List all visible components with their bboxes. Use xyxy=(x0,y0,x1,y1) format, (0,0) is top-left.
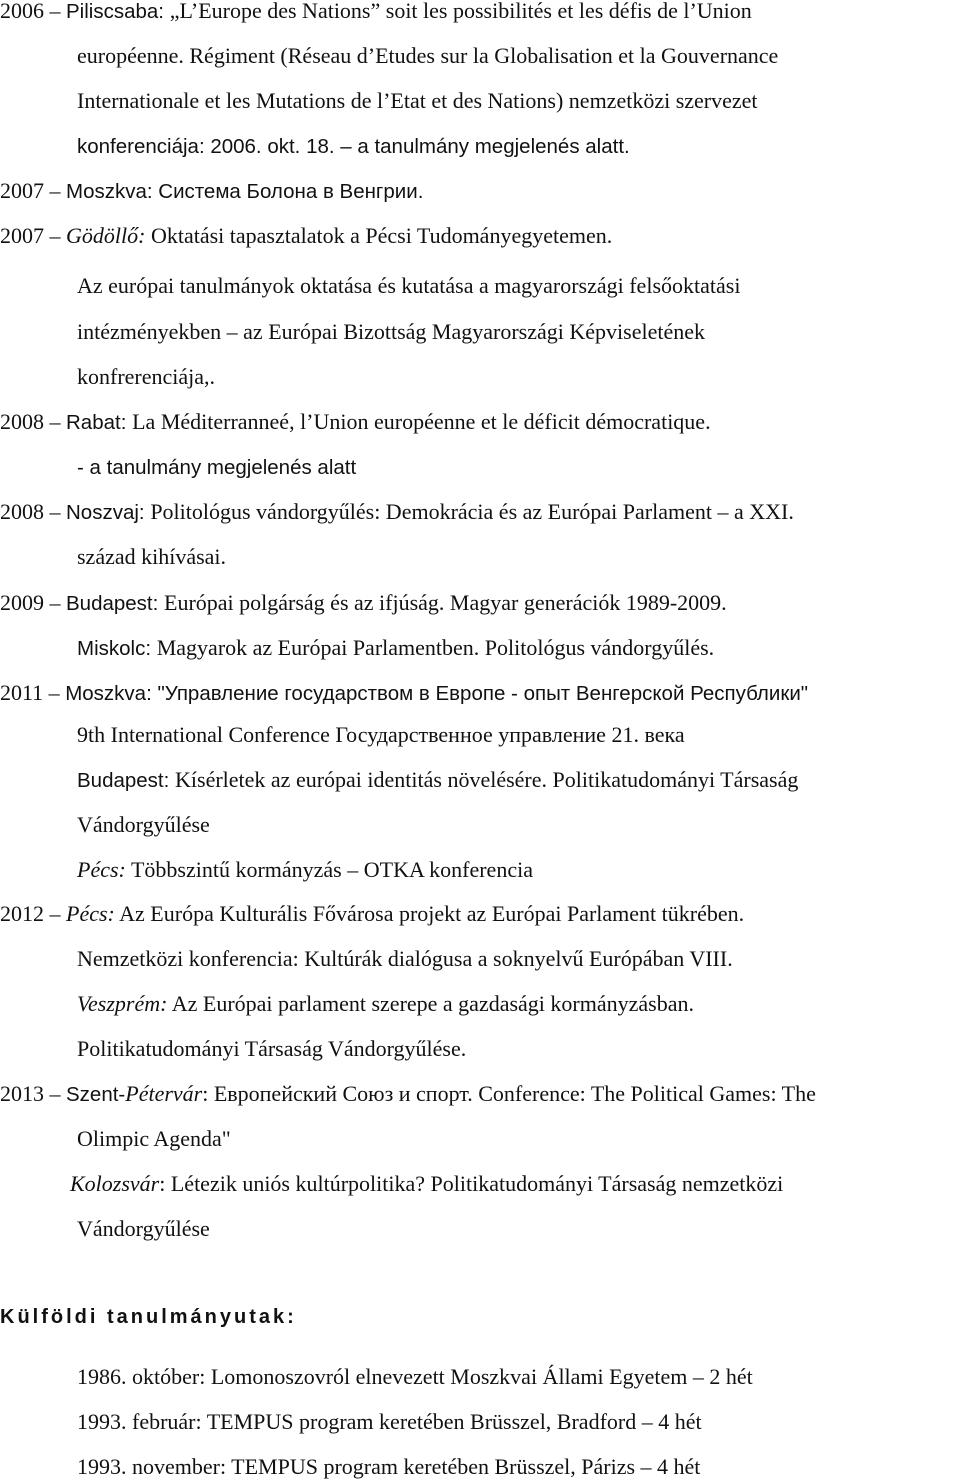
text-segment: Az Európa Kulturális Fővárosa projekt az Európai Parlament tükrében. xyxy=(114,901,745,926)
conference-line xyxy=(77,317,705,347)
section-heading-study-trips: Külföldi tanulmányutak: xyxy=(0,1306,297,1328)
text-segment: Oktatási tapasztalatok a Pécsi Tudományegyetemen. xyxy=(145,223,613,248)
text-segment: Magyarok az Európai Parlamentben. Politológus vándorgyűlés. xyxy=(156,635,715,660)
text-segment: Nemzetközi konferencia: Kultúrák dialógusa a soknyelvű Európában VIII. xyxy=(77,946,733,971)
conference-line xyxy=(77,810,210,840)
conference-line xyxy=(77,1214,210,1244)
conference-line xyxy=(70,1169,783,1199)
text-segment: intézményekben – az Európai Bizottság Magyarországi Képviseletének xyxy=(77,319,705,344)
conference-line xyxy=(0,221,612,251)
conference-line xyxy=(0,899,744,929)
text-segment: Piliscsaba: xyxy=(66,0,170,23)
study-trip-item: 1993. november: TEMPUS program keretében Brüsszel, Párizs – 4 hét xyxy=(77,1454,701,1479)
text-segment: Szent- xyxy=(66,1083,126,1106)
text-segment: Internationale et les Mutations de l’Etat et des Nations) nemzetközi szervezet xyxy=(77,88,758,113)
conference-line xyxy=(77,271,740,301)
conference-line xyxy=(0,497,794,527)
text-segment: 2007 – xyxy=(0,223,66,248)
text-segment: Gödöllő: xyxy=(66,223,146,248)
text-segment: Olimpic Agenda" xyxy=(77,1126,231,1151)
text-segment: 2009 – xyxy=(0,590,66,615)
text-segment: Vándorgyűlése xyxy=(77,812,210,837)
text-segment: Pécs: xyxy=(66,901,115,926)
text-segment: Kolozsvár xyxy=(70,1171,160,1196)
text-segment: 2013 – xyxy=(0,1081,66,1106)
conference-line xyxy=(77,362,215,392)
conference-line xyxy=(77,989,694,1019)
conference-line xyxy=(0,678,808,708)
conference-line xyxy=(77,720,685,750)
conference-line xyxy=(77,633,714,663)
text-segment: Moszkva: "Управление государством в Европе - опыт Венгерской Республики" xyxy=(65,682,809,705)
text-segment: Az Európai parlament szerepe a gazdasági kormányzásban. xyxy=(167,991,694,1016)
text-segment: 2012 – xyxy=(0,901,66,926)
text-segment: Veszprém: xyxy=(77,991,168,1016)
text-segment: konferenciája: 2006. okt. 18. – a tanulmány megjelenés alatt. xyxy=(77,135,630,158)
conference-line xyxy=(77,944,733,974)
text-segment: Rabat: xyxy=(66,411,133,434)
text-segment: Európai polgárság és az ifjúság. Magyar generációk 1989-2009. xyxy=(164,590,727,615)
study-trip-item: 1993. február: TEMPUS program keretében Brüsszel, Bradford – 4 hét xyxy=(77,1409,702,1434)
conference-line xyxy=(77,131,630,161)
text-segment: Noszvaj: xyxy=(66,501,151,524)
conference-line xyxy=(0,0,752,26)
text-segment: Moszkva: Система Болона в Венгрии. xyxy=(66,180,424,203)
text-segment: Politológus vándorgyűlés: Demokrácia és az Európai Parlament – a XXI. xyxy=(150,499,794,524)
conference-line xyxy=(0,176,423,206)
text-segment: : Европейский Союз и спорт. Conference: The Political Games: The xyxy=(202,1081,816,1106)
conference-line xyxy=(77,855,533,885)
text-segment: 2011 – xyxy=(0,680,66,705)
conference-line xyxy=(77,1034,466,1064)
text-segment: Kísérletek az európai identitás növelésére. Politikatudományi Társaság xyxy=(175,767,799,792)
conference-line xyxy=(77,765,798,795)
text-segment: 2008 – xyxy=(0,499,66,524)
text-segment: - a tanulmány megjelenés alatt xyxy=(77,456,357,479)
text-segment: Budapest: xyxy=(77,769,176,792)
text-segment: 2007 – xyxy=(0,178,66,203)
text-segment: Az európai tanulmányok oktatása és kutatása a magyarországi felsőoktatási xyxy=(77,273,741,298)
text-segment: Többszintű kormányzás – OTKA konferencia xyxy=(125,857,533,882)
text-segment: Vándorgyűlése xyxy=(77,1216,210,1241)
text-segment: 2008 – xyxy=(0,409,66,434)
study-trip-item: 1986. október: Lomonoszovról elnevezett Moszkvai Állami Egyetem – 2 hét xyxy=(77,1364,753,1389)
conference-line xyxy=(0,1079,816,1109)
conference-line xyxy=(77,86,758,116)
conference-line xyxy=(77,41,778,71)
text-segment: La Méditerranneé, l’Union européenne et le déficit démocratique. xyxy=(132,409,711,434)
text-segment: Politikatudományi Társaság Vándorgyűlése. xyxy=(77,1036,467,1061)
text-segment: „L’Europe des Nations” soit les possibilités et les défis de l’Union xyxy=(169,0,752,23)
text-segment: Budapest: xyxy=(66,592,165,615)
text-segment: 2006 – xyxy=(0,0,66,23)
conference-line xyxy=(0,407,711,437)
text-segment: konfrerenciája,. xyxy=(77,364,216,389)
text-segment: Miskolc: xyxy=(77,637,157,660)
text-segment: européenne. Régiment (Réseau d’Etudes sur la Globalisation et la Gouvernance xyxy=(77,43,779,68)
conference-line xyxy=(0,588,727,618)
conference-line xyxy=(77,1124,231,1154)
text-segment: Pécs: xyxy=(77,857,126,882)
conference-line xyxy=(77,542,226,572)
text-segment: : Létezik uniós kultúrpolitika? Politikatudományi Társaság nemzetközi xyxy=(159,1171,784,1196)
text-segment: 9th International Conference Государственное управление 21. века xyxy=(77,722,685,747)
text-segment: Pétervár xyxy=(125,1081,203,1106)
conference-line xyxy=(77,452,356,482)
text-segment: század kihívásai. xyxy=(77,544,227,569)
